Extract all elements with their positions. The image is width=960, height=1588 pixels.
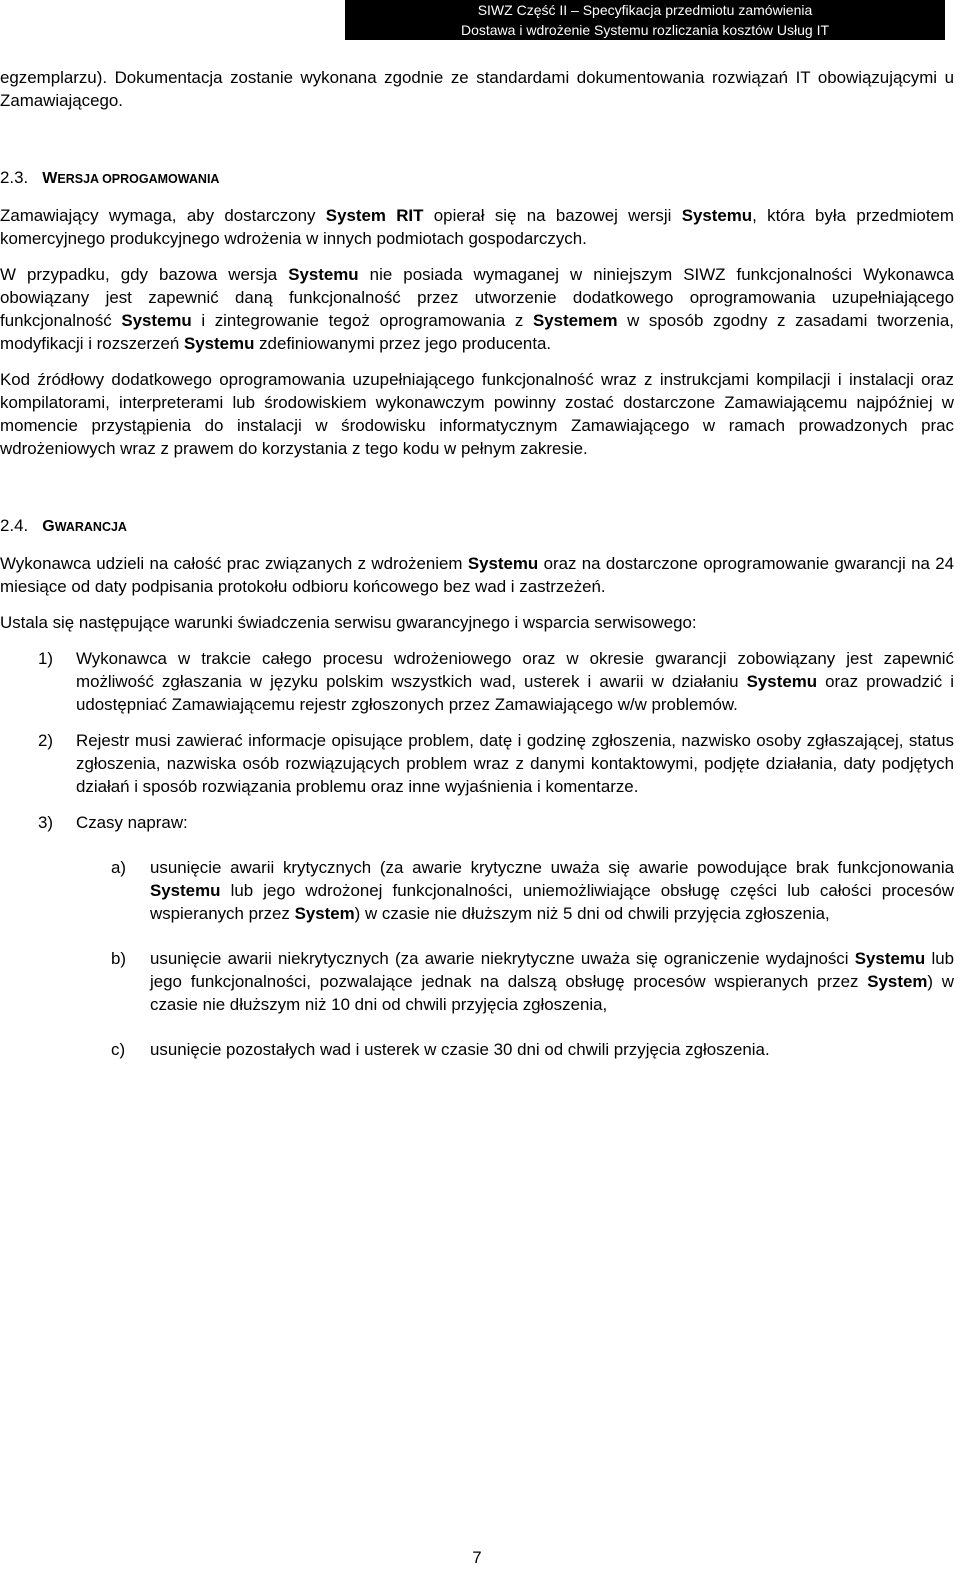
- section-number: 2.4.: [0, 516, 29, 535]
- sub-item-a: [76, 856, 954, 925]
- list-item-text: Czasy napraw:: [76, 813, 188, 832]
- section-heading-2-3: [0, 166, 954, 191]
- page-number: 7: [472, 1548, 482, 1567]
- list-marker: 1): [38, 649, 54, 668]
- sub-list-marker: c): [111, 1040, 126, 1059]
- sub-item-b: [76, 947, 954, 1016]
- section-title-rest: WARANCJA: [54, 520, 127, 534]
- paragraph-missing-functionality: W przypadku, gdy bazowa wersja Systemu nie posiada wymaganej w niniejszym SIWZ funkcjonalności Wykonawca obowiązany jest zapewnić daną funkcjonalność przez utworzenie dodatkowego oprogramowania uzupełniającego funkcjonalność Systemu i zintegrowanie tegoż oprogramowania z Systemem w sposób zgodny z zasadami tworzenia, modyfikacji i rozszerzeń Systemu zdefiniowanymi przez jego producenta.: [0, 265, 954, 353]
- paragraph-warranty: Wykonawca udzieli na całość prac związanych z wdrożeniem Systemu oraz na dostarczone oprogramowanie gwarancji na 24 miesiące od daty podpisania protokołu odbioru końcowego bez wad i zastrzeżeń.: [0, 554, 954, 596]
- section-title-initial: W: [42, 170, 58, 187]
- sub-list-marker: a): [111, 858, 127, 877]
- section-heading-2-4: [0, 514, 954, 539]
- list-item-text: Rejestr musi zawierać informacje opisujące problem, datę i godzinę zgłoszenia, nazwisko osoby zgłaszającej, status zgłoszenia, nazwiska osób rozwiązujących problem wraz z danymi kontaktowymi, podjęte działania, daty podjętych działań i sposób rozwiązania problemu oraz inne wyjaśnienia i komentarze.: [76, 731, 954, 796]
- paragraph-service-conditions: Ustala się następujące warunki świadczenia serwisu gwarancyjnego i wsparcia serwisowego:: [0, 613, 697, 632]
- list-item-3: [0, 811, 954, 834]
- paragraph-source-code: Kod źródłowy dodatkowego oprogramowania uzupełniającego funkcjonalność wraz z instrukcjami kompilacji i instalacji oraz kompilatorami, interpreterami lub środowiskiem wykonawczym powinny zostać dostarczone Zamawiającemu najpóźniej w momencie przystąpienia do instalacji w środowisku informatycznym Zamawiającego w ramach prowadzonych prac wdrożeniowych wraz z prawem do korzystania z tego kodu w pełnym zakresie.: [0, 370, 954, 458]
- sub-item-text: usunięcie awarii krytycznych (za awarie krytyczne uważa się awarie powodujące brak funkcjonowania Systemu lub jego wdrożonej funkcjonalności, uniemożliwiające obsługę części lub całości procesów wspieranych przez System) w czasie nie dłuższym niż 5 dni od chwili przyjęcia zgłoszenia,: [150, 858, 954, 923]
- paragraph-base-version: Zamawiający wymaga, aby dostarczony System RIT opierał się na bazowej wersji Systemu, która była przedmiotem komercyjnego produkcyjnego wdrożenia w innych podmiotach gospodarczych.: [0, 206, 954, 248]
- intro-paragraph: egzemplarzu). Dokumentacja zostanie wykonana zgodnie ze standardami dokumentowania rozwiązań IT obowiązującymi u Zamawiającego.: [0, 68, 954, 110]
- sub-item-text: usunięcie awarii niekrytycznych (za awarie niekrytyczne uważa się ograniczenie wydajności Systemu lub jego funkcjonalności, pozwalające jednak na dalszą obsługę procesów wspieranych przez System) w czasie nie dłuższym niż 10 dni od chwili przyjęcia zgłoszenia,: [150, 949, 954, 1014]
- list-item-text: Wykonawca w trakcie całego procesu wdrożeniowego oraz w okresie gwarancji zobowiązany jest zapewnić możliwość zgłaszania w języku polskim wszystkich wad, usterek i awarii w działaniu Systemu oraz prowadzić i udostępniać Zamawiającemu rejestr zgłoszonych przez Zamawiającego w/w problemów.: [76, 649, 954, 714]
- sub-item-c: [76, 1038, 954, 1061]
- document-body: [0, 66, 954, 1061]
- section-number: 2.3.: [0, 168, 29, 187]
- list-marker: 3): [38, 813, 54, 832]
- header-line-2: Dostawa i wdrożenie Systemu rozliczania kosztów Usług IT: [460, 22, 830, 38]
- list-marker: 2): [38, 731, 54, 750]
- list-item-2: [0, 729, 954, 798]
- sub-item-text: usunięcie pozostałych wad i usterek w czasie 30 dni od chwili przyjęcia zgłoszenia.: [150, 1040, 770, 1059]
- page-header: [345, 0, 945, 40]
- section-title-rest: ERSJA OPROGAMOWANIA: [57, 172, 220, 186]
- list-item-1: [0, 647, 954, 716]
- sub-list-marker: b): [111, 949, 127, 968]
- header-line-1: SIWZ Część II – Specyfikacja przedmiotu zamówienia: [477, 2, 813, 18]
- section-title-initial: G: [42, 518, 55, 535]
